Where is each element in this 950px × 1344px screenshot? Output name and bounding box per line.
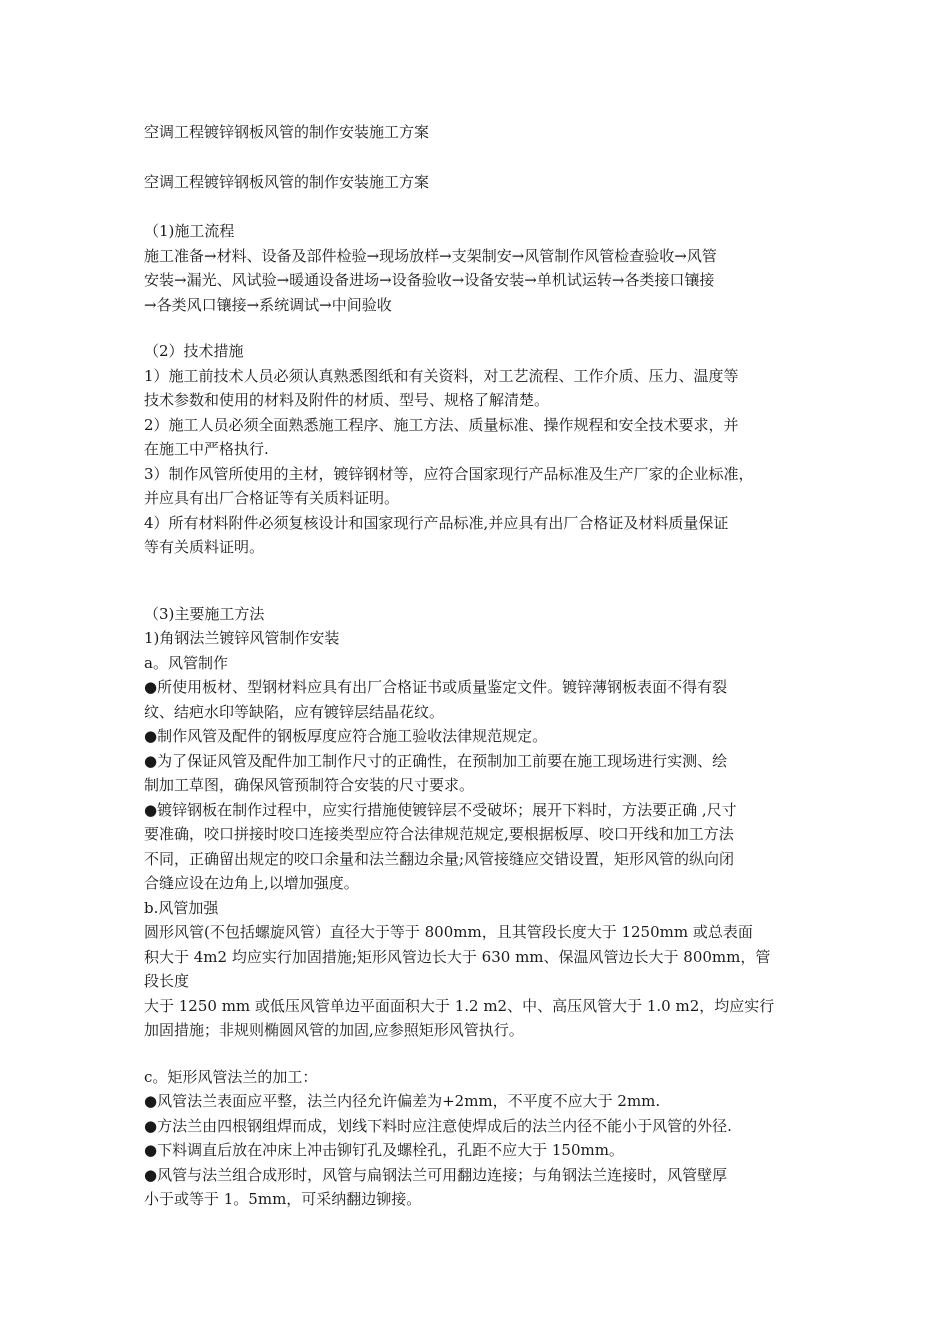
paragraph-line: 1)角钢法兰镀锌风管制作安装 (144, 629, 340, 647)
paragraph-line: ●为了保证风管及配件加工制作尺寸的正确性，在预制加工前要在施工现场进行实测、绘 (144, 751, 728, 770)
paragraph-line: 3）制作风管所使用的主材，镀锌钢材等，应符合国家现行产品标准及生产厂家的企业标准， (144, 464, 754, 483)
paragraph-line: 圆形风管(不包括螺旋风管）直径大于等于 800mm，且其管段长度大于 1250mm 或总表面 (144, 923, 753, 941)
paragraph-line: 施工准备→材料、设备及部件检验→现场放样→支架制安→风管制作风管检查验收→风管 (144, 246, 717, 265)
paragraph-line: b.风管加强 (144, 898, 219, 917)
paragraph-line: 纹、结疤水印等缺陷，应有镀锌层结晶花纹。 (144, 702, 445, 721)
paragraph-line: 在施工中严格执行. (144, 440, 269, 458)
paragraph-line: 2）施工人员必须全面熟悉施工程序、施工方法、质量标准、操作规程和安全技术要求，并 (144, 415, 739, 434)
paragraph-line: ●镀锌钢板在制作过程中，应实行措施使镀锌层不受破坏；展开下料时，方法要正确 ,尺寸 (144, 800, 737, 819)
paragraph-line: 小于或等于 1。5mm，可采纳翻边铆接。 (144, 1190, 422, 1208)
paragraph-line: 4）所有材料附件必须复核设计和国家现行产品标准,并应具有出厂合格证及材料质量保证 (144, 513, 729, 532)
paragraph-line: 合缝应设在边角上,以增加强度。 (144, 874, 359, 892)
document-subtitle: 空调工程镀锌钢板风管的制作安装施工方案 (144, 172, 430, 191)
paragraph-line: 制加工草图，确保风管预制符合安装的尺寸要求。 (144, 776, 475, 794)
section-heading-flange: c。矩形风管法兰的加工： (144, 1067, 318, 1086)
paragraph-line: 等有关质料证明。 (144, 538, 265, 556)
paragraph-line: ●制作风管及配件的钢板厚度应符合施工验收法律规范规定。 (144, 727, 548, 745)
section-heading-process: （1)施工流程 (144, 222, 235, 240)
paragraph-line: 不同，正确留出规定的咬口余量和法兰翻边余量;风管接缝应交错设置，矩形风管的纵向闭 (144, 849, 735, 868)
paragraph-line: ●下料调直后放在冲床上冲击铆钉孔及螺栓孔，孔距不应大于 150mm。 (144, 1141, 624, 1159)
paragraph-line: ●风管法兰表面应平整，法兰内径允许偏差为+2mm，不平度不应大于 2mm. (144, 1092, 661, 1110)
paragraph-line: ●方法兰由四根钢组焊而成，划线下料时应注意使焊成后的法兰内径不能小于风管的外径. (144, 1116, 732, 1135)
paragraph-line: 1）施工前技术人员必须认真熟悉图纸和有关资料，对工艺流程、工作介质、压力、温度等 (144, 366, 739, 385)
paragraph-line: ●所使用板材、型钢材料应具有出厂合格证书或质量鉴定文件。镀锌薄钢板表面不得有裂 (144, 678, 728, 696)
paragraph-line: a。风管制作 (144, 653, 228, 672)
paragraph-line: 加固措施；非规则椭圆风管的加固,应参照矩形风管执行。 (144, 1021, 524, 1039)
section-heading-measures: （2）技术措施 (144, 342, 244, 360)
document-title: 空调工程镀锌钢板风管的制作安装施工方案 (144, 123, 430, 141)
paragraph-line: 大于 1250 mm 或低压风管单边平面面积大于 1.2 m2、中、高压风管大于 1.0 m2，均应实行 (144, 996, 775, 1015)
paragraph-line: 并应具有出厂合格证等有关质料证明。 (144, 489, 400, 507)
section-heading-methods: （3)主要施工方法 (144, 604, 265, 623)
paragraph-line: 安装→漏光、风试验→暖通设备进场→设备验收→设备安装→单机试运转→各类接口镶接 (144, 271, 715, 289)
paragraph-line: 技术参数和使用的材料及附件的材质、型号、规格了解清楚。 (144, 391, 550, 409)
paragraph-line: 要准确，咬口拼接时咬口连接类型应符合法律规范规定,要根据板厚、咬口开线和加工方法 (144, 825, 734, 843)
paragraph-line: ●风管与法兰组合成形时，风管与扁钢法兰可用翻边连接；与角钢法兰连接时，风管壁厚 (144, 1165, 728, 1184)
paragraph-line: →各类风口镶接→系统调试→中间验收 (144, 295, 392, 314)
paragraph-line: 积大于 4m2 均应实行加固措施;矩形风管边长大于 630 mm、保温风管边长大于 800mm，管 (144, 947, 771, 966)
paragraph-line: 段长度 (144, 972, 190, 990)
document-page (144, 120, 824, 1212)
